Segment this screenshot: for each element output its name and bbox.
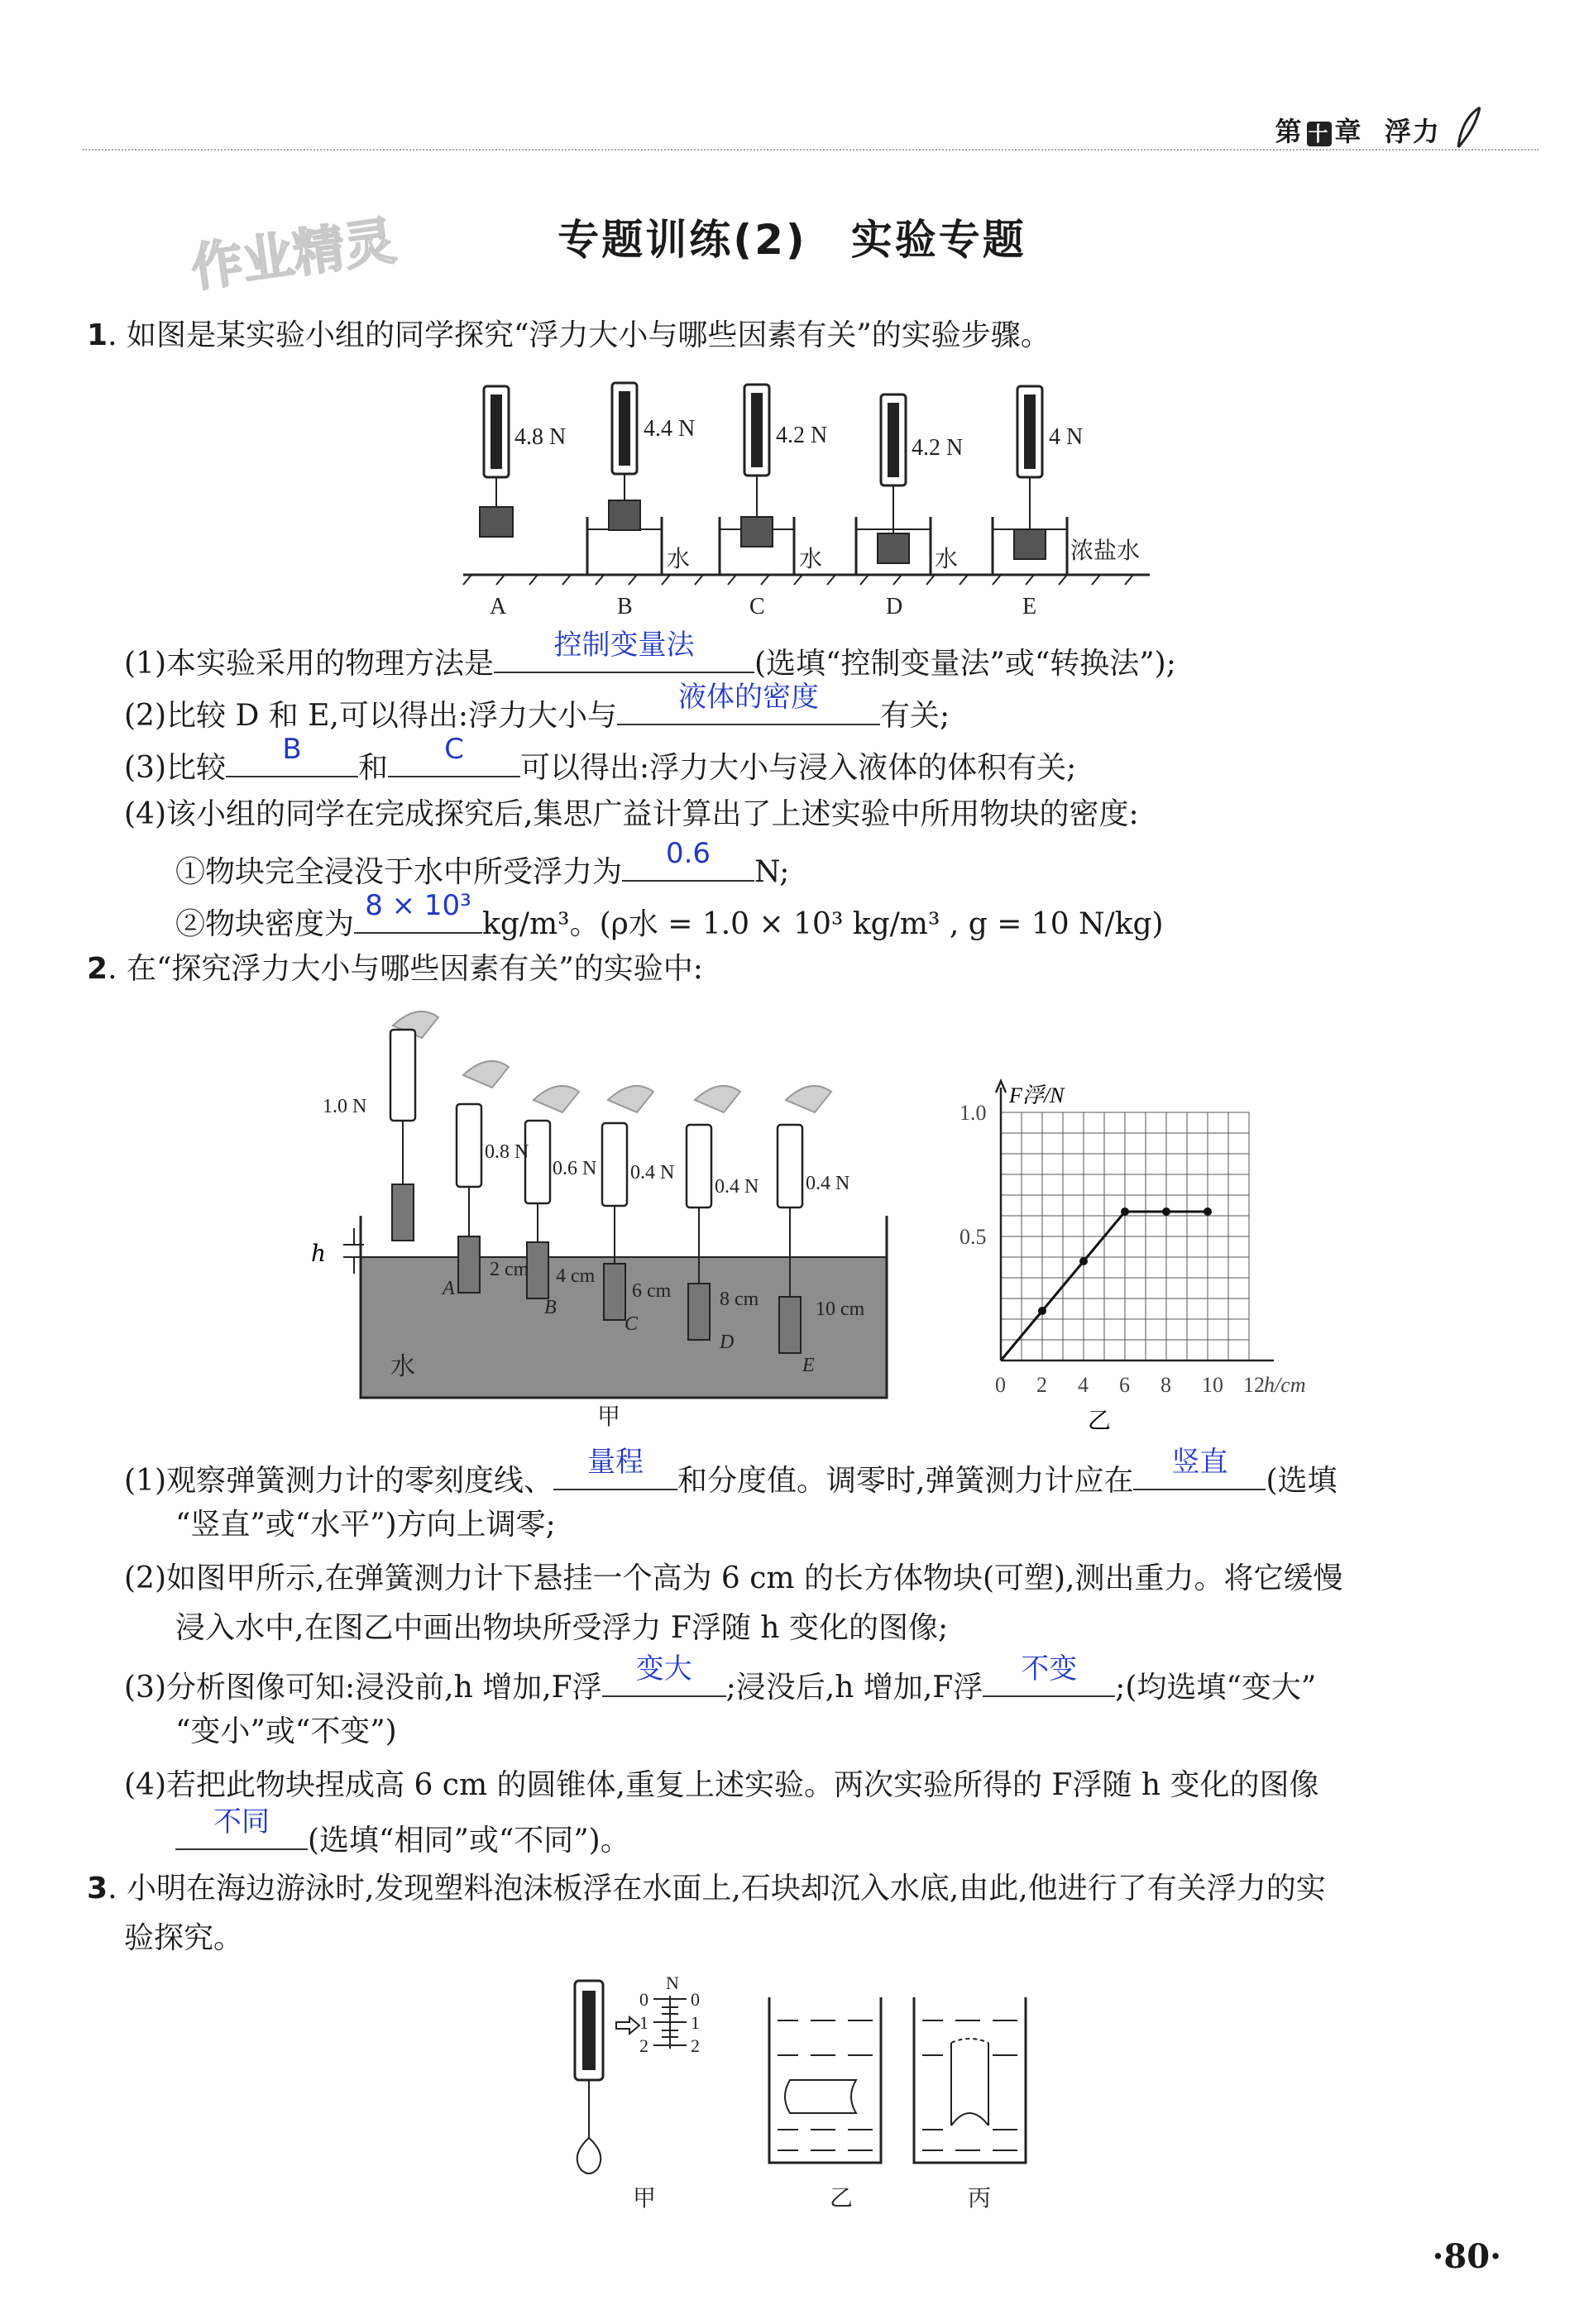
q2-label: E — [802, 1355, 815, 1376]
q2-part4-line1: (4)若把此物块捏成高 6 cm 的圆锥体,重复上述实验。两次实验所得的 F浮随 h 变化的图像 — [124, 1768, 1319, 1802]
q1-reading: 4.8 N — [514, 424, 567, 450]
q1-part4: (4)该小组的同学在完成探究后,集思广益计算出了上述实验中所用物块的密度: — [124, 797, 1139, 831]
q2-reading: 0.6 N — [553, 1158, 597, 1179]
q1-reading: 4.2 N — [912, 435, 964, 461]
q3-caption: 甲 — [633, 2186, 657, 2212]
q3-scale-left: 1 — [639, 2012, 648, 2033]
q2-part1-line2: “竖直”或“水平”)方向上调零; — [175, 1508, 556, 1542]
q3-caption: 丙 — [968, 2186, 992, 2212]
scale-C — [720, 385, 794, 575]
q1-p4a-answer: 0.6 — [665, 837, 711, 870]
data-point — [1204, 1207, 1212, 1216]
q2-depth: 6 cm — [632, 1280, 672, 1302]
y-tick-label: 1.0 — [959, 1101, 987, 1125]
q1-p2-post: 有关; — [880, 699, 950, 733]
q1-p2-blank[interactable] — [617, 681, 880, 725]
x-tick-label: 0 — [995, 1373, 1006, 1397]
q1-number: 1 — [87, 318, 108, 352]
q2-part4-line2 — [175, 1805, 630, 1861]
quill-icon — [1452, 106, 1485, 151]
q1-figure — [455, 376, 1158, 624]
q1-reading: 4.2 N — [776, 423, 828, 448]
x-tick-label: 8 — [1160, 1373, 1171, 1397]
q2-p1-blank2[interactable] — [1133, 1446, 1266, 1490]
q2-part3 — [124, 1652, 1317, 1708]
q1-part3 — [124, 733, 1077, 788]
q2-p3-post: ;(均选填“变大” — [1115, 1671, 1317, 1705]
q2-p1-answer2: 竖直 — [1171, 1446, 1228, 1479]
x-tick-label: 12 — [1243, 1373, 1265, 1397]
q2-p4-answer: 不同 — [213, 1805, 270, 1839]
x-tick-label: 2 — [1036, 1373, 1047, 1397]
q3-scale-right: 2 — [691, 2035, 700, 2056]
q2-p1-blank1[interactable] — [553, 1446, 677, 1490]
scale-E — [993, 386, 1067, 575]
q2-depth: 2 cm — [490, 1259, 529, 1280]
page-number: ·80· — [1432, 2237, 1501, 2276]
q3-figure — [550, 1973, 1046, 2212]
chapter-num: 十 — [1308, 122, 1330, 146]
q3-scale-right: 1 — [691, 2012, 700, 2033]
q2-part1 — [124, 1446, 1338, 1501]
chapter-post: 章 — [1334, 116, 1363, 147]
q2-figure-jia — [306, 1001, 902, 1431]
q2-water: 水 — [390, 1353, 415, 1380]
q2-chart-yi — [951, 1083, 1332, 1434]
data-point — [1121, 1207, 1129, 1216]
q1-p3-mid: 和 — [358, 751, 389, 785]
q2-part2-line2: 浸入水中,在图乙中画出物块所受浮力 F浮随 h 变化的图像; — [175, 1611, 949, 1645]
q2-p1-pre: (1)观察弹簧测力计的零刻度线、 — [124, 1464, 553, 1498]
page-title: 专题训练(2) 实验专题 — [558, 216, 1026, 264]
y-tick-label: 0.5 — [959, 1225, 987, 1249]
q2-part2-line1: (2)如图甲所示,在弹簧测力计下悬挂一个高为 6 cm 的长方体物块(可塑),测出重力。将它缓慢 — [124, 1561, 1343, 1595]
q2-depth: 10 cm — [816, 1298, 865, 1320]
q1-p1-pre: (1)本实验采用的物理方法是 — [124, 647, 494, 681]
q3-unit: N — [666, 1973, 679, 1993]
chapter-pre: 第 — [1275, 116, 1304, 147]
q2-reading: 0.4 N — [630, 1162, 675, 1184]
q1-part4b — [175, 889, 1164, 944]
scale-D — [856, 395, 931, 575]
q2-p4-blank[interactable] — [175, 1805, 308, 1850]
q3-scale-right: 0 — [691, 1989, 700, 2010]
q2-p1-answer1: 量程 — [587, 1446, 644, 1479]
q1-p1-post: (选填“控制变量法”或“转换法”); — [754, 647, 1176, 681]
h-label: h — [311, 1240, 327, 1267]
q2-p1-mid: 和分度值。调零时,弹簧测力计应在 — [677, 1464, 1134, 1498]
x-tick-label: 6 — [1119, 1373, 1130, 1397]
q1-p4b-pre: ②物块密度为 — [175, 907, 355, 941]
data-point — [1162, 1207, 1170, 1216]
q3-line1 — [87, 1869, 1326, 1909]
q3-scale-left: 0 — [639, 1989, 648, 2010]
data-point — [1038, 1307, 1046, 1315]
data-point — [1079, 1257, 1088, 1265]
scale-B — [587, 383, 662, 575]
q1-reading: 4.4 N — [644, 416, 696, 442]
q1-part4a — [175, 837, 790, 892]
q2-stem-text: . 在“探究浮力大小与哪些因素有关”的实验中: — [108, 952, 703, 986]
q2-label: B — [544, 1297, 557, 1318]
chart-caption: 乙 — [1088, 1408, 1112, 1434]
q2-label: A — [443, 1278, 455, 1299]
q2-p4-post: (选填“相同”或“不同”)。 — [308, 1824, 630, 1858]
q1-label: D — [886, 594, 903, 619]
q2-p3-pre: (3)分析图像可知:浸没前,h 增加,F浮 — [124, 1671, 602, 1705]
q1-p4a-post: N; — [754, 855, 790, 889]
q2-reading: 1.0 N — [323, 1096, 367, 1117]
chapter-name: 浮力 — [1384, 116, 1441, 147]
q1-label: B — [617, 594, 633, 619]
q2-reading: 0.4 N — [715, 1176, 759, 1198]
q2-label: C — [625, 1313, 639, 1335]
q1-liquid: 水 — [667, 547, 691, 572]
q1-stem — [87, 316, 1050, 356]
q2-p3-mid: ;浸没后,h 增加,F浮 — [725, 1671, 983, 1705]
q3-line2: 验探究。 — [124, 1921, 244, 1955]
q1-p3-answer1: B — [282, 733, 302, 766]
q3-scale-left: 2 — [639, 2035, 648, 2056]
q1-p4b-post: kg/m³。(ρ水 = 1.0 × 10³ kg/m³ , g = 10 N/kg) — [482, 907, 1164, 941]
q2-p3-blank1[interactable] — [602, 1652, 726, 1697]
q2-depth: 8 cm — [720, 1289, 759, 1310]
q2-label: D — [720, 1332, 735, 1353]
q1-label: E — [1022, 594, 1037, 619]
q2-stem — [87, 949, 703, 989]
q1-p3-blank2[interactable] — [388, 733, 520, 777]
q1-reading: 4 N — [1049, 424, 1084, 450]
q1-label: A — [490, 594, 507, 619]
q1-p2-pre: (2)比较 D 和 E,可以得出:浮力大小与 — [124, 699, 618, 733]
q3-line1-text: . 小明在海边游泳时,发现塑料泡沫板浮在水面上,石块却沉入水底,由此,他进行了有关浮力的实 — [108, 1872, 1326, 1906]
q2-p3-answer1: 变大 — [635, 1652, 692, 1686]
q2-p3-answer2: 不变 — [1021, 1652, 1078, 1686]
q1-p4a-pre: ①物块完全浸没于水中所受浮力为 — [175, 855, 623, 889]
chapter-header — [1275, 106, 1485, 151]
q3-number: 3 — [87, 1872, 108, 1906]
q1-liquid: 水 — [935, 547, 959, 572]
y-axis-label: F浮/N — [1009, 1083, 1065, 1107]
x-axis-label: h/cm — [1264, 1373, 1306, 1397]
q1-p1-answer: 控制变量法 — [553, 629, 695, 662]
q2-depth: 4 cm — [556, 1265, 596, 1287]
q2-p3-blank2[interactable] — [983, 1652, 1115, 1697]
q1-p2-answer: 液体的密度 — [678, 681, 820, 714]
q2-reading: 0.4 N — [806, 1173, 850, 1194]
x-tick-label: 10 — [1202, 1373, 1223, 1397]
q1-liquid: 水 — [799, 547, 823, 572]
scale-A — [480, 386, 513, 537]
q1-p3-post: 可以得出:浮力大小与浸入液体的体积有关; — [520, 751, 1077, 785]
q2-p1-post: (选填 — [1266, 1464, 1338, 1498]
q1-p4a-blank[interactable] — [622, 837, 754, 882]
header-rule — [83, 149, 1539, 151]
q1-liquid: 浓盐水 — [1070, 538, 1141, 564]
q1-p3-answer2: C — [444, 733, 464, 766]
q2-reading: 0.8 N — [485, 1141, 529, 1163]
q1-p3-pre: (3)比较 — [124, 751, 226, 785]
q1-stem-text: . 如图是某实验小组的同学探究“浮力大小与哪些因素有关”的实验步骤。 — [108, 318, 1050, 352]
q1-label: C — [749, 594, 765, 619]
q2-caption-jia: 甲 — [597, 1404, 621, 1430]
watermark: 作业精灵 — [187, 210, 400, 299]
x-tick-label: 4 — [1078, 1373, 1089, 1397]
q3-caption: 乙 — [830, 2186, 854, 2212]
q2-part3-line2: “变小”或“不变”) — [175, 1714, 397, 1748]
q1-p3-blank1[interactable] — [226, 733, 358, 777]
q2-number: 2 — [87, 952, 108, 986]
q1-p1-blank[interactable] — [494, 629, 754, 673]
q1-p4b-answer: 8 × 10³ — [365, 889, 471, 922]
q1-p4b-blank[interactable] — [354, 889, 482, 934]
